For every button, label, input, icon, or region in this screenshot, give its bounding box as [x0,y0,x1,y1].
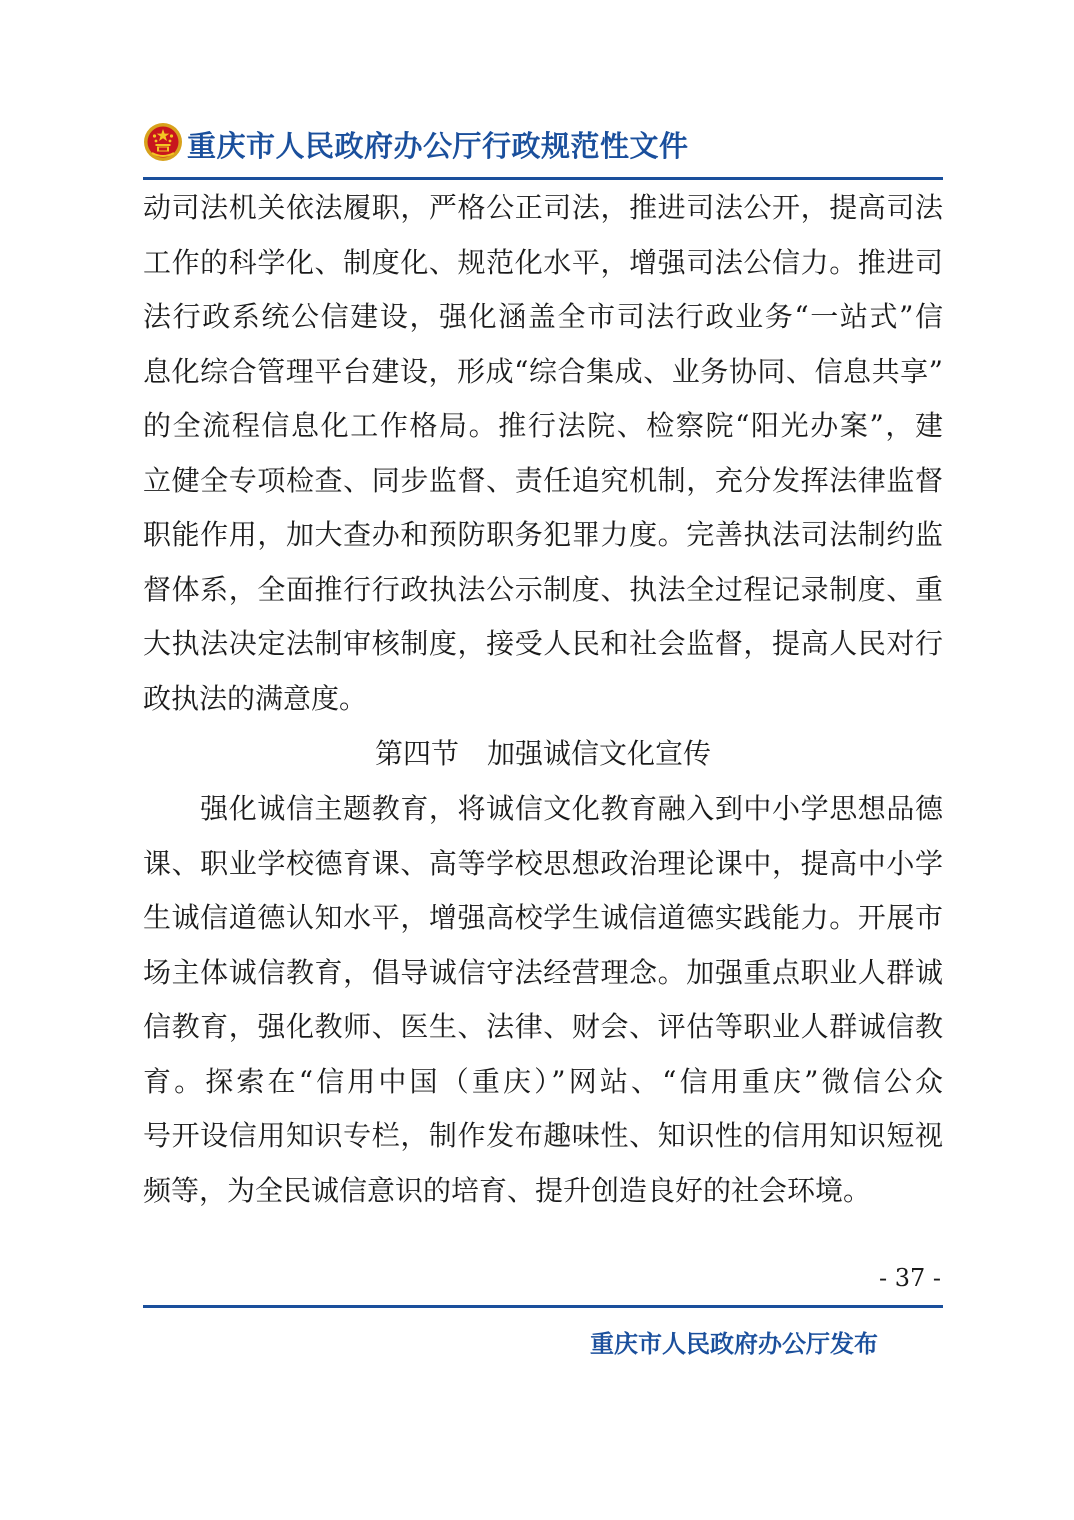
text-line: 工作的科学化、制度化、规范化水平，增强司法公信力。推进司 [143,245,943,279]
text-line: 政执法的满意度。 [143,681,368,715]
paragraph [143,782,943,1218]
text-line: 息化综合管理平台建设，形成“综合集成、业务协同、信息共享” [143,354,943,388]
text-line: 场主体诚信教育，倡导诚信守法经营理念。加强重点职业人群诚 [143,955,943,989]
document-header [143,120,943,172]
page-number: - 37 - [878,1264,941,1292]
national-emblem-icon [143,122,183,162]
text-line: 动司法机关依法履职，严格公正司法，推进司法公开，提高司法 [143,191,943,224]
footer-divider [143,1305,943,1308]
text-line: 大执法决定法制审核制度，接受人民和社会监督，提高人民对行 [143,627,943,660]
text-line: 课、职业学校德育课、高等学校思想政治理论课中，提高中小学 [143,846,943,880]
text-line: 立健全专项检查、同步监督、责任追究机制，充分发挥法律监督 [143,463,943,497]
text-line: 督体系，全面推行行政执法公示制度、执法全过程记录制度、重 [143,572,943,606]
text-line: 信教育，强化教师、医生、法律、财会、评估等职业人群诚信教 [143,1010,943,1043]
text-line: 育。探索在“信用中国（重庆）”网站、“信用重庆”微信公众 [143,1064,943,1098]
header-title: 重庆市人民政府办公厅行政规范性文件 [187,129,689,163]
text-line: 法行政系统公信建设，强化涵盖全市司法行政业务“一站式”信 [143,300,943,333]
text-line: 频等，为全民诚信意识的培育、提升创造良好的社会环境。 [143,1173,872,1207]
document-body [143,181,943,1218]
text-line: 的全流程信息化工作格局。推行法院、检察院“阳光办案”，建 [143,409,943,442]
header-divider [143,177,943,180]
section-heading: 第四节 加强诚信文化宣传 [374,737,711,770]
paragraph [143,181,943,726]
text-line: 生诚信道德认知水平，增强高校学生诚信道德实践能力。开展市 [143,901,943,934]
text-line: 号开设信用知识专栏，制作发布趣味性、知识性的信用知识短视 [143,1119,943,1152]
text-line: 职能作用，加大查办和预防职务犯罪力度。完善执法司法制约监 [143,518,943,551]
footer-publisher: 重庆市人民政府办公厅发布 [590,1330,878,1358]
text-line: 强化诚信主题教育，将诚信文化教育融入到中小学思想品德 [143,792,943,825]
